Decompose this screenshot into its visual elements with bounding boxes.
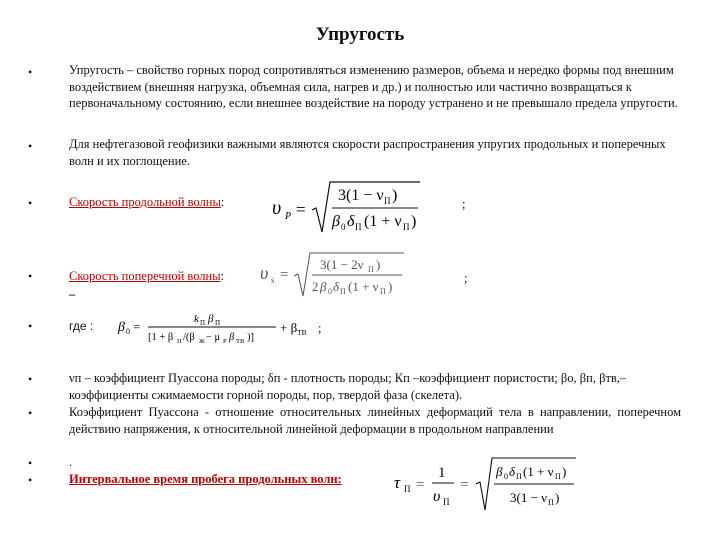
longitudinal-wave-label xyxy=(69,194,224,211)
svg-text:): ) xyxy=(562,464,567,479)
semicolon-2: ; xyxy=(464,271,468,285)
semicolon-1: ; xyxy=(462,197,466,211)
svg-text:ТВ: ТВ xyxy=(236,338,245,345)
bullet-9: • xyxy=(28,473,33,487)
svg-text:2: 2 xyxy=(312,279,319,294)
svg-text:[1 + β: [1 + β xyxy=(148,332,174,343)
interval-time-label: Интервальное время пробега продольных волн: xyxy=(69,472,342,486)
svg-text:− μ: − μ xyxy=(206,332,221,343)
svg-text:П: П xyxy=(380,287,386,296)
svg-text:β: β xyxy=(496,464,503,479)
svg-text:П: П xyxy=(200,319,206,327)
bullet-3: • xyxy=(28,196,33,210)
svg-text:β: β xyxy=(208,313,214,325)
svg-text:П: П xyxy=(404,484,411,494)
svg-text:δ: δ xyxy=(509,464,516,479)
bullet-2: • xyxy=(28,139,33,153)
svg-text:τ: τ xyxy=(394,473,401,492)
svg-text:υ: υ xyxy=(260,263,269,283)
svg-text:П: П xyxy=(403,222,410,232)
svg-text:β: β xyxy=(320,279,327,294)
svg-text:3(1 − ν: 3(1 − ν xyxy=(510,490,548,505)
svg-text:=: = xyxy=(133,319,141,334)
svg-text:0: 0 xyxy=(504,472,508,481)
svg-text:P: P xyxy=(285,211,292,222)
bullet-7: • xyxy=(28,406,33,420)
svg-text:3(1 − 2ν: 3(1 − 2ν xyxy=(320,257,364,272)
svg-text:s: s xyxy=(271,275,275,285)
svg-text:β: β xyxy=(332,213,340,230)
paragraph-wave-speeds: Для нефтегазовой геофизики важными являются скорости распространения упругих продольных и поперечных волн и их поглощение. xyxy=(69,137,666,168)
transverse-wave-label xyxy=(69,268,224,285)
svg-text:0: 0 xyxy=(341,222,346,232)
svg-text:П: П xyxy=(516,472,522,481)
formula-compressibility xyxy=(116,306,316,350)
svg-text:): ) xyxy=(411,213,417,230)
paragraph-period: . xyxy=(69,455,73,469)
svg-text:): ) xyxy=(392,187,398,204)
svg-text:+ β: + β xyxy=(280,320,298,335)
svg-text:П: П xyxy=(177,338,182,345)
svg-text:(1 + ν: (1 + ν xyxy=(523,464,554,479)
dash: – xyxy=(69,287,76,301)
longitudinal-wave-label-text: Скорость продольной волны xyxy=(69,195,221,209)
svg-text:П: П xyxy=(355,222,362,232)
svg-text:П: П xyxy=(443,497,450,507)
svg-text:П: П xyxy=(215,319,221,327)
svg-text:3(1 − ν: 3(1 − ν xyxy=(338,187,384,204)
svg-text:P: P xyxy=(223,338,227,345)
svg-text:=: = xyxy=(280,267,289,283)
svg-text:(1 + ν: (1 + ν xyxy=(348,279,379,294)
paragraph-poisson: Коэффициент Пуассона - отношение относительных линейных деформаций тела в направлении, поперечном действию напряжения, к относительной линейной деформации в продольном направлении xyxy=(69,405,681,436)
svg-text:П: П xyxy=(555,472,561,481)
paragraph-notation: νп – коэффициент Пуассона породы; δп - плотность породы; Кп –коэффициент пористости; βо, βп, βтв,– коэффициенты сжимаемости горной породы, пор, твердой фаза (скелета). xyxy=(69,371,627,402)
formula-longitudinal-velocity xyxy=(268,178,468,238)
svg-text:П: П xyxy=(548,498,554,507)
bullet-6: • xyxy=(28,372,33,386)
svg-text:β: β xyxy=(229,332,235,343)
colon: : xyxy=(220,269,225,283)
bullet-8: • xyxy=(28,456,33,470)
svg-text:=: = xyxy=(460,477,469,493)
bullet-4: • xyxy=(28,269,33,283)
paragraph-elasticity-definition: Упругость – свойство горных пород сопротивляться изменению размеров, объема и нередко формы под внешним воздействием (внешняя нагрузка, объемная сила, нагрев и др.) и полностью или частично возвращаться к первоначальному состоянию, если внешнее воздействие на породу устранено и не превышало предела упругости. xyxy=(69,63,678,110)
formula-interval-time xyxy=(392,452,592,522)
svg-text:)]: )] xyxy=(247,332,254,343)
formula-transverse-velocity xyxy=(258,250,418,302)
svg-text:υ: υ xyxy=(272,197,282,219)
svg-text:П: П xyxy=(340,287,346,296)
svg-text:/(β: /(β xyxy=(183,332,195,343)
bullet-1: • xyxy=(28,65,33,79)
colon: : xyxy=(220,195,225,209)
svg-text:υ: υ xyxy=(433,488,441,505)
semicolon-3: ; xyxy=(318,321,322,335)
svg-text:): ) xyxy=(388,279,393,294)
svg-text:0: 0 xyxy=(126,327,130,336)
svg-text:П: П xyxy=(384,196,391,206)
page-title: Упругость xyxy=(315,24,405,45)
svg-text:0: 0 xyxy=(328,287,332,296)
svg-text:Ж: Ж xyxy=(199,338,205,345)
bullet-5: • xyxy=(28,319,33,333)
svg-text:ТВ: ТВ xyxy=(297,328,307,337)
svg-text:): ) xyxy=(555,490,560,505)
svg-text:=: = xyxy=(296,200,306,219)
svg-text:): ) xyxy=(376,257,381,272)
svg-text:δ: δ xyxy=(347,213,355,230)
svg-text:β: β xyxy=(118,320,125,335)
svg-text:k: k xyxy=(194,313,199,325)
svg-text:1: 1 xyxy=(438,465,446,481)
svg-text:δ: δ xyxy=(333,279,340,294)
svg-text:П: П xyxy=(368,265,374,274)
svg-text:=: = xyxy=(416,477,425,493)
transverse-wave-label-text: Скорость поперечной волны xyxy=(69,269,221,283)
svg-text:(1 + ν: (1 + ν xyxy=(364,213,402,230)
where-label: где : xyxy=(69,319,94,333)
